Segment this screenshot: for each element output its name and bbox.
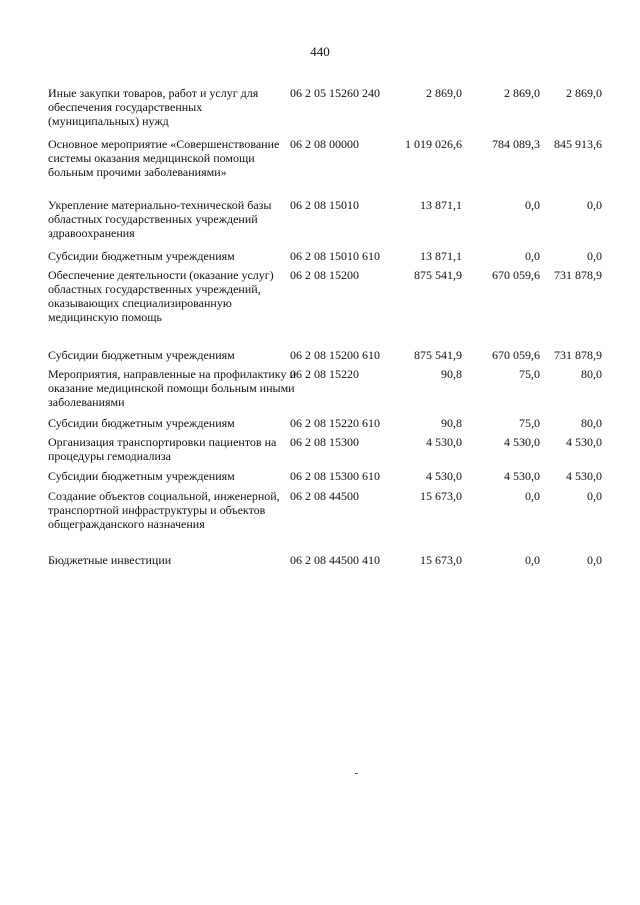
item-code: 06 2 08 15010: [290, 198, 359, 212]
item-name: Субсидии бюджетным учреждениям: [48, 249, 235, 263]
value-year-1: 4 530,0: [426, 469, 462, 483]
item-name: Мероприятия, направленные на профилактику и оказание медицинской помощи больным иными заболеваниями: [48, 367, 296, 409]
item-code: 06 2 08 15200: [290, 268, 359, 282]
value-year-2: 784 089,3: [492, 137, 540, 151]
item-code: 06 2 05 15260 240: [290, 86, 380, 100]
item-name: Бюджетные инвестиции: [48, 553, 172, 567]
value-year-3: 4 530,0: [566, 469, 602, 483]
value-year-2: 75,0: [519, 367, 540, 381]
item-code: 06 2 08 44500 410: [290, 553, 380, 567]
item-name: Укрепление материально-технической базы областных государственных учреждений здравоохранения: [48, 198, 272, 240]
item-name: Иные закупки товаров, работ и услуг для обеспечения государственных (муниципальных) нужд: [48, 86, 259, 128]
value-year-1: 13 871,1: [420, 249, 462, 263]
value-year-2: 4 530,0: [504, 469, 540, 483]
value-year-3: 2 869,0: [566, 86, 602, 100]
value-year-1: 90,8: [441, 367, 462, 381]
item-name: Организация транспортировки пациентов на процедуры гемодиализа: [48, 435, 277, 463]
value-year-3: 0,0: [587, 553, 602, 567]
item-code: 06 2 08 15220 610: [290, 416, 380, 430]
scan-mark: [355, 773, 358, 774]
value-year-3: 0,0: [587, 249, 602, 263]
item-name: Субсидии бюджетным учреждениям: [48, 348, 235, 362]
value-year-2: 0,0: [525, 198, 540, 212]
value-year-1: 13 871,1: [420, 198, 462, 212]
value-year-3: 0,0: [587, 198, 602, 212]
value-year-1: 4 530,0: [426, 435, 462, 449]
item-code: 06 2 08 15220: [290, 367, 359, 381]
value-year-2: 670 059,6: [492, 268, 540, 282]
item-code: 06 2 08 15200 610: [290, 348, 380, 362]
value-year-1: 15 673,0: [420, 489, 462, 503]
item-name: Основное мероприятие «Совершенствование системы оказания медицинской помощи больным прочими заболеваниями»: [48, 137, 280, 179]
value-year-2: 0,0: [525, 249, 540, 263]
value-year-3: 80,0: [581, 367, 602, 381]
value-year-2: 2 869,0: [504, 86, 540, 100]
value-year-3: 80,0: [581, 416, 602, 430]
item-name: Субсидии бюджетным учреждениям: [48, 469, 235, 483]
value-year-3: 731 878,9: [554, 268, 602, 282]
value-year-3: 0,0: [587, 489, 602, 503]
value-year-3: 4 530,0: [566, 435, 602, 449]
item-name: Создание объектов социальной, инженерной, транспортной инфраструктуры и объектов общегражданского назначения: [48, 489, 280, 531]
value-year-1: 90,8: [441, 416, 462, 430]
value-year-1: 875 541,9: [414, 268, 462, 282]
item-code: 06 2 08 44500: [290, 489, 359, 503]
value-year-3: 845 913,6: [554, 137, 602, 151]
item-name: Обеспечение деятельности (оказание услуг) областных государственных учреждений, оказывающих специализированную медицинскую помощь: [48, 268, 274, 324]
item-code: 06 2 08 00000: [290, 137, 359, 151]
value-year-2: 75,0: [519, 416, 540, 430]
value-year-2: 0,0: [525, 553, 540, 567]
item-name: Субсидии бюджетным учреждениям: [48, 416, 235, 430]
value-year-1: 875 541,9: [414, 348, 462, 362]
value-year-1: 1 019 026,6: [405, 137, 462, 151]
value-year-2: 670 059,6: [492, 348, 540, 362]
value-year-3: 731 878,9: [554, 348, 602, 362]
item-code: 06 2 08 15010 610: [290, 249, 380, 263]
value-year-2: 4 530,0: [504, 435, 540, 449]
value-year-2: 0,0: [525, 489, 540, 503]
page-number: 440: [310, 44, 330, 59]
value-year-1: 2 869,0: [426, 86, 462, 100]
item-code: 06 2 08 15300: [290, 435, 359, 449]
item-code: 06 2 08 15300 610: [290, 469, 380, 483]
value-year-1: 15 673,0: [420, 553, 462, 567]
